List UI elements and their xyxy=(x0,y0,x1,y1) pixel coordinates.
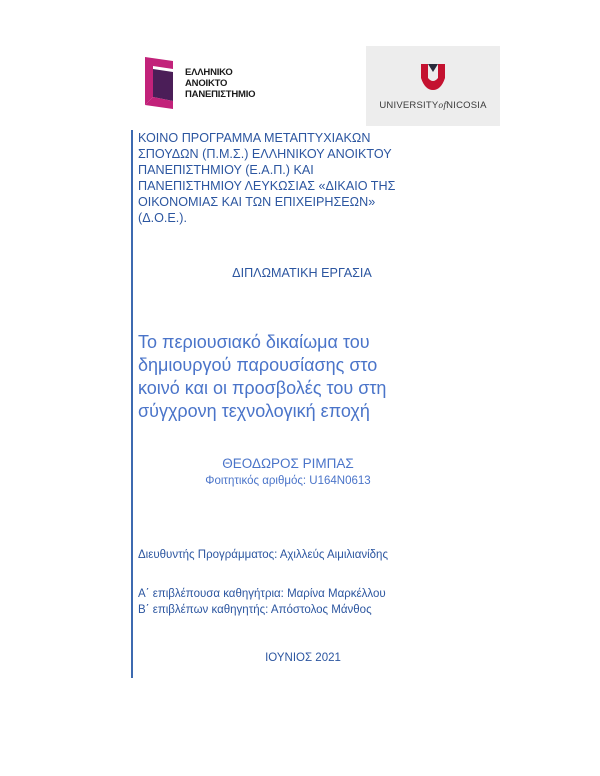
eap-logo-icon xyxy=(145,57,181,109)
unic-prefix: UNIVERSITY xyxy=(379,100,439,111)
unic-suffix: NICOSIA xyxy=(446,100,487,111)
eap-logo-line-3: ΠΑΝΕΠΙΣΤΗΜΙΟ xyxy=(185,89,256,100)
thesis-type: ΔΙΠΛΩΜΑΤΙΚΗ ΕΡΓΑΣΙΑ xyxy=(232,266,372,280)
vertical-rule xyxy=(131,130,133,678)
thesis-title-line-1: Το περιουσιακό δικαίωμα του xyxy=(138,332,370,352)
submission-date: ΙΟΥΝΙΟΣ 2021 xyxy=(265,652,341,664)
eap-logo-line-2: ΑΝΟΙΚΤΟ xyxy=(185,78,228,89)
program-line-3: ΠΑΝΕΠΙΣΤΗΜΙΟΥ (Ε.Α.Π.) ΚΑΙ xyxy=(138,163,314,177)
program-director: Διευθυντής Προγράμματος: Αχιλλεύς Αιμιλιανίδης xyxy=(138,549,388,561)
student-id: Φοιτητικός αριθμός: U164N0613 xyxy=(205,475,371,487)
eap-logo xyxy=(145,55,280,110)
program-line-6: (Δ.Ο.Ε.). xyxy=(138,211,187,225)
eap-logo-text xyxy=(185,67,255,100)
program-line-4: ΠΑΝΕΠΙΣΤΗΜΙΟΥ ΛΕΥΚΩΣΙΑΣ «ΔΙΚΑΙΟ ΤΗΣ xyxy=(138,179,396,193)
thesis-title-line-3: κοινό και οι προσβολές του στη xyxy=(138,378,387,398)
thesis-title-line-4: σύγχρονη τεχνολογική εποχή xyxy=(138,401,370,421)
supervisor-b: Β΄ επιβλέπων καθηγητής: Απόστολος Μάνθος xyxy=(138,604,372,616)
thesis-title-line-2: δημιουργού παρουσίασης στο xyxy=(138,355,378,375)
program-line-2: ΣΠΟΥΔΩΝ (Π.Μ.Σ.) ΕΛΛΗΝΙΚΟΥ ΑΝΟΙΚΤΟΥ xyxy=(138,147,392,161)
program-title xyxy=(138,130,468,226)
program-line-1: ΚΟΙΝΟ ΠΡΟΓΡΑΜΜΑ ΜΕΤΑΠΤΥΧΙΑΚΩΝ xyxy=(138,131,371,145)
thesis-title xyxy=(138,331,468,423)
unic-logo xyxy=(366,46,500,126)
eap-logo-line-1: ΕΛΛΗΝΙΚΟ xyxy=(185,67,233,78)
supervisor-a: Α΄ επιβλέπουσα καθηγήτρια: Μαρίνα Μαρκέλλου xyxy=(138,588,386,600)
unic-of: of xyxy=(438,101,447,111)
author-name: ΘΕΟΔΩΡΟΣ ΡΙΜΠΑΣ xyxy=(222,456,354,471)
unic-logo-icon xyxy=(421,64,445,90)
program-line-5: ΟΙΚΟΝΟΜΙΑΣ ΚΑΙ ΤΩΝ ΕΠΙΧΕΙΡΗΣΕΩΝ» xyxy=(138,195,376,209)
unic-logo-text xyxy=(366,100,500,111)
